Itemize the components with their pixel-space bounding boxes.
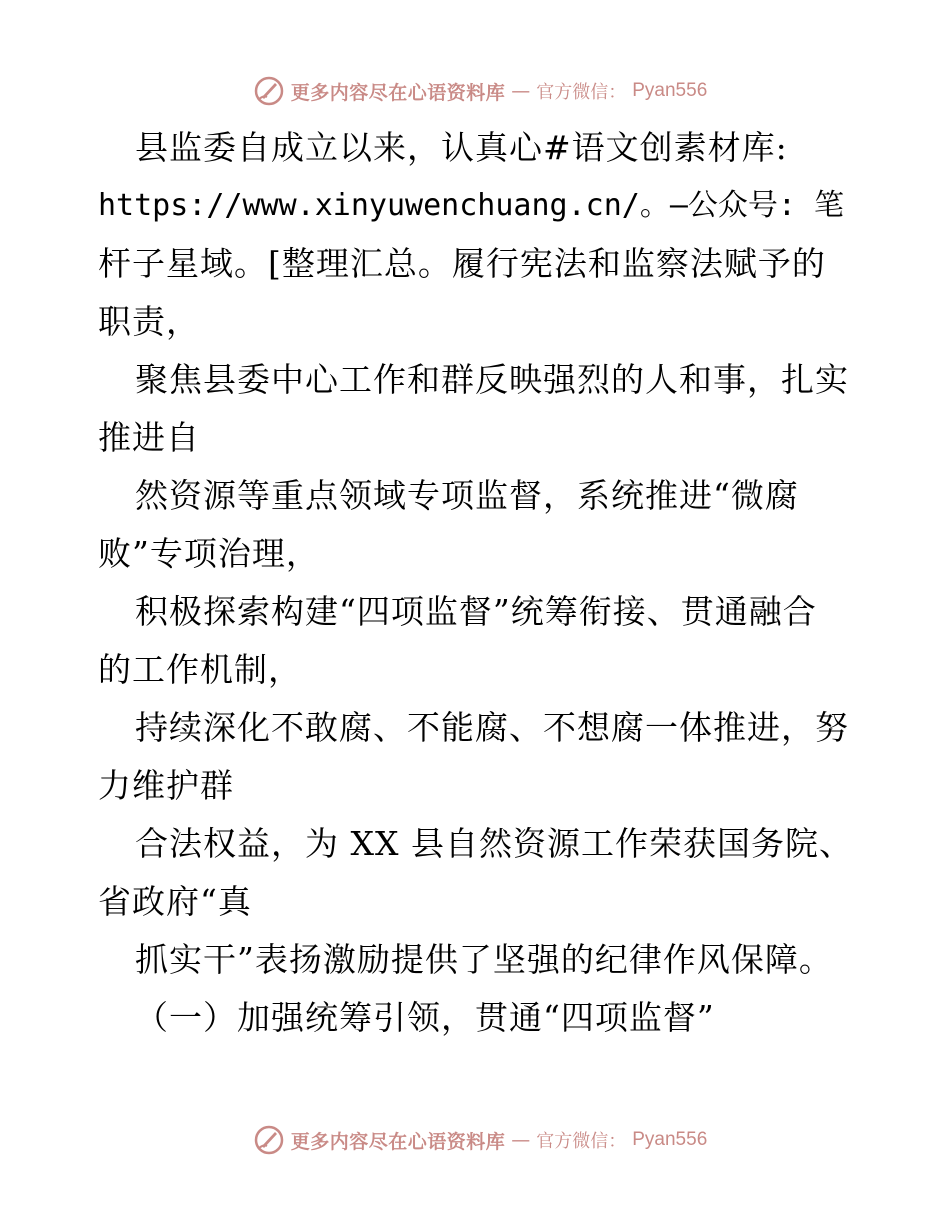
- paragraph-line: 职责，: [98, 302, 200, 341]
- paragraph-line: 聚焦县委中心工作和群反映强烈的人和事，扎实: [135, 360, 849, 399]
- banner-content: [253, 1124, 708, 1156]
- paragraph-line: 合法权益，为 XX 县自然资源工作荣获国务院、: [135, 824, 853, 863]
- paragraph-line: 县监委自成立以来，认真心#语文创素材库:: [135, 128, 788, 167]
- banner-separator: —: [511, 1129, 531, 1151]
- banner-separator: —: [511, 80, 531, 102]
- banner-main-text: 更多内容尽在心语资料库: [290, 1130, 506, 1153]
- quill-logo-icon: [253, 1124, 285, 1156]
- paragraph-line: 力维护群: [98, 766, 234, 805]
- footer-banner: [0, 1120, 950, 1160]
- paragraph-line: 败”专项治理，: [98, 534, 320, 573]
- header-banner: [0, 71, 950, 111]
- paragraph-line: 抓实干”表扬激励提供了坚强的纪律作风保障。: [135, 940, 833, 979]
- paragraph-line: 然资源等重点领域专项监督，系统推进“微腐: [135, 476, 799, 515]
- quill-logo-icon: [253, 75, 285, 107]
- banner-main-text: 更多内容尽在心语资料库: [290, 81, 506, 104]
- paragraph-line: https://www.xinyuwenchuang.cn/。—公众号: 笔: [98, 188, 845, 223]
- paragraph-line: 的工作机制，: [98, 650, 302, 689]
- banner-wechat-label: 官方微信：: [536, 1131, 627, 1152]
- paragraph-line: 推进自: [98, 418, 200, 457]
- paragraph-line: 省政府“真: [98, 882, 252, 921]
- banner-wechat-id: Pyan556: [632, 80, 708, 101]
- paragraph-line: 持续深化不敢腐、不能腐、不想腐一体推进，努: [135, 708, 849, 747]
- paragraph-line: 杆子星域。[整理汇总。履行宪法和监察法赋予的: [98, 244, 826, 283]
- section-heading: （一）加强统筹引领，贯通“四项监督”: [135, 998, 715, 1037]
- paragraph-line: 积极探索构建“四项监督”统筹衔接、贯通融合: [135, 592, 817, 631]
- banner-content: [253, 75, 708, 107]
- banner-wechat-label: 官方微信：: [536, 82, 627, 103]
- banner-wechat-id: Pyan556: [632, 1129, 708, 1150]
